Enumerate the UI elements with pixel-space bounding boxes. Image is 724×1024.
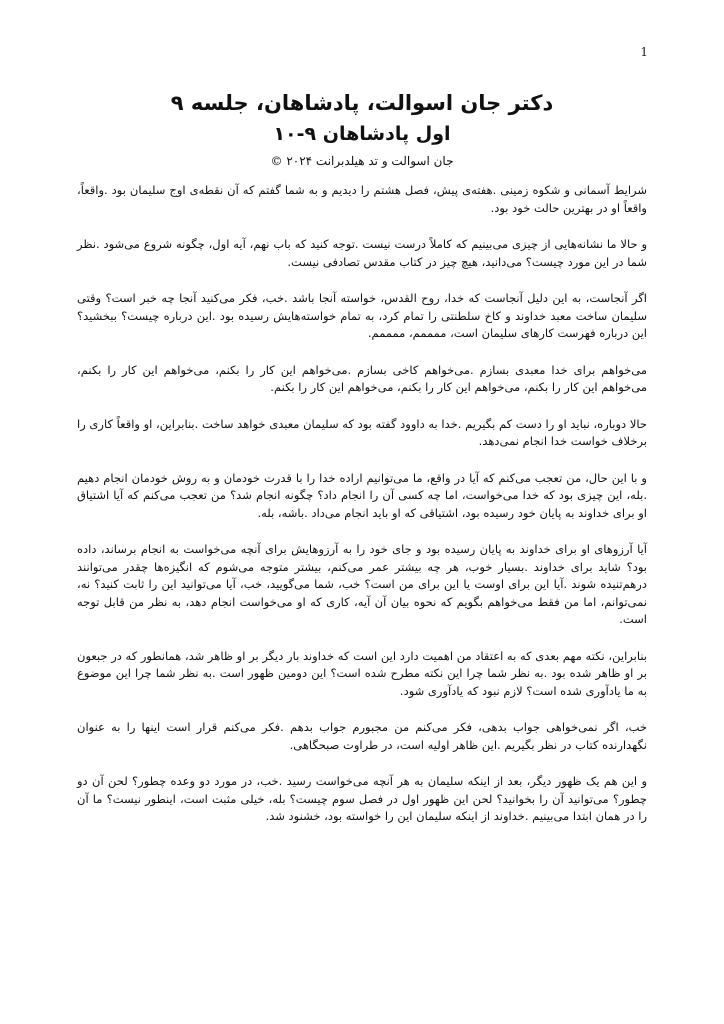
paragraph: اگر آنجاست، به این دلیل آنجاست که خدا، روح القدس، خواسته آنجا باشد .خب، فکر می‌کنید آنجا چه خبر است؟ وقتی سلیمان ساخت معبد خداوند و کاخ سلطنتی را تمام کرد، به تمام خواسته‌هایش رسیده بود .این درباره چیست؟ ببخشید؟ این درباره فهرست کارهای سلیمان است، ممممم، ممممم.	[77, 291, 647, 340]
paragraph: و با این حال، من تعجب می‌کنم که آیا در واقع، ما می‌توانیم اراده خدا را با قدرت خودمان و به روش خودمان انجام دهیم .بله، این چیزی بود که خدا می‌خواست، اما چه کسی آن را انجام داد؟ چگونه انجام شد؟ من تعجب می‌کنم که آیا اشتیاق او برای خداوند به پایان خود رسیده بود، اشتیاقی که او باید انجام می‌داد .باشه، بله.	[77, 470, 647, 520]
paragraph: حالا دوباره، نباید او را دست کم بگیریم .خدا به داوود گفته بود که سلیمان معبدی خواهد ساخت .بنابراین، او واقعاً کاری را برخلاف خواست خدا انجام نمی‌دهد.	[77, 416, 647, 448]
paragraph: خب، اگر نمی‌خواهی جواب بدهی، فکر می‌کنم من مجبورم جواب بدهم .فکر می‌کنم قرار است اینها را به عنوان نگهدارنده کتاب در نظر بگیریم .این ظاهر اولیه است، در طراوت صبحگاهی.	[77, 720, 647, 752]
page-title: دکتر جان اسوالت، پادشاهان، جلسه ۹	[170, 91, 554, 115]
paragraph: بنابراین، نکته مهم بعدی که به اعتقاد من اهمیت دارد این است که خداوند بار دیگر بر او ظاهر شد، همانطور که در جبعون بر او ظاهر شده بود .به نظر شما چرا این نکته مطرح شده است؟ این دومین ظهور است .به نظر شما چرا این موضوع به ما یادآوری شده است؟ لازم نبود که یادآوری شود.	[77, 648, 647, 698]
paragraph: و این هم یک ظهور دیگر، بعد از اینکه سلیمان به هر آنچه می‌خواست رسید .خب، در مورد دو وعده چطور؟ لحن آن دو چطور؟ می‌توانید آن را بخوانید؟ لحن این ظهور اول در فصل سوم چیست؟ بله، خیلی مثبت است، اینطور نیست؟ ما آن را در همان ابتدا می‌بینیم .خداوند از اینکه سلیمان این را خواسته بود، خشنود شد.	[77, 774, 647, 823]
page-number: 1	[640, 45, 648, 59]
document-header	[80, 88, 644, 170]
paragraph: و حالا ما نشانه‌هایی از چیزی می‌بینیم که کاملاً درست نیست .توجه کنید که باب نهم، آیه اول، چگونه شروع می‌شود .نظر شما در این مورد چیست؟ می‌دانید، هیچ چیز در کتاب مقدس تصادفی نیست.	[77, 237, 647, 269]
page-subtitle: اول پادشاهان ۹-۱۰	[273, 123, 451, 145]
paragraph: آیا آرزوهای او برای خداوند به پایان رسیده بود و جای خود را به آرزوهایش برای آنچه می‌خواست به انجام برساند، داده بود؟ شاید برای خداوند .بسیار خوب، هر چه بیشتر عمر می‌کنم، بیشتر متوجه می‌شوم که انگیزه‌ها چقدر می‌توانند درهم‌تنیده شوند .آیا این برای اوست یا این برای من است؟ خب، شما می‌گویید، خب، آیا می‌توانید این را ثابت کنید؟ نه، نمی‌توانم، اما من فقط می‌خواهم بگویم که نحوه بیان آن آیه، کاری که او می‌خواست انجام دهد، به نظر من قابل توجه است.	[77, 542, 647, 626]
paragraph: شرایط آسمانی و شکوه زمینی .هفته‌ی پیش، فصل هشتم را دیدیم و به شما گفتم که آن نقطه‌ی اوج سلیمان بود .واقعاً، واقعاً او در بهترین حالت خود بود.	[77, 183, 647, 215]
paragraph: می‌خواهم برای خدا معبدی بسازم .می‌خواهم کاخی بسازم .می‌خواهم این کار را بکنم، می‌خواهم این کار را بکنم، می‌خواهم این کار را بکنم، می‌خواهم این کار را بکنم، می‌خواهم این کار را بکنم.	[77, 362, 647, 394]
authors-line: جان اسوالت و تد هیلدبرانت ۲۰۲۴ ©	[270, 154, 454, 168]
document-body	[77, 182, 647, 845]
